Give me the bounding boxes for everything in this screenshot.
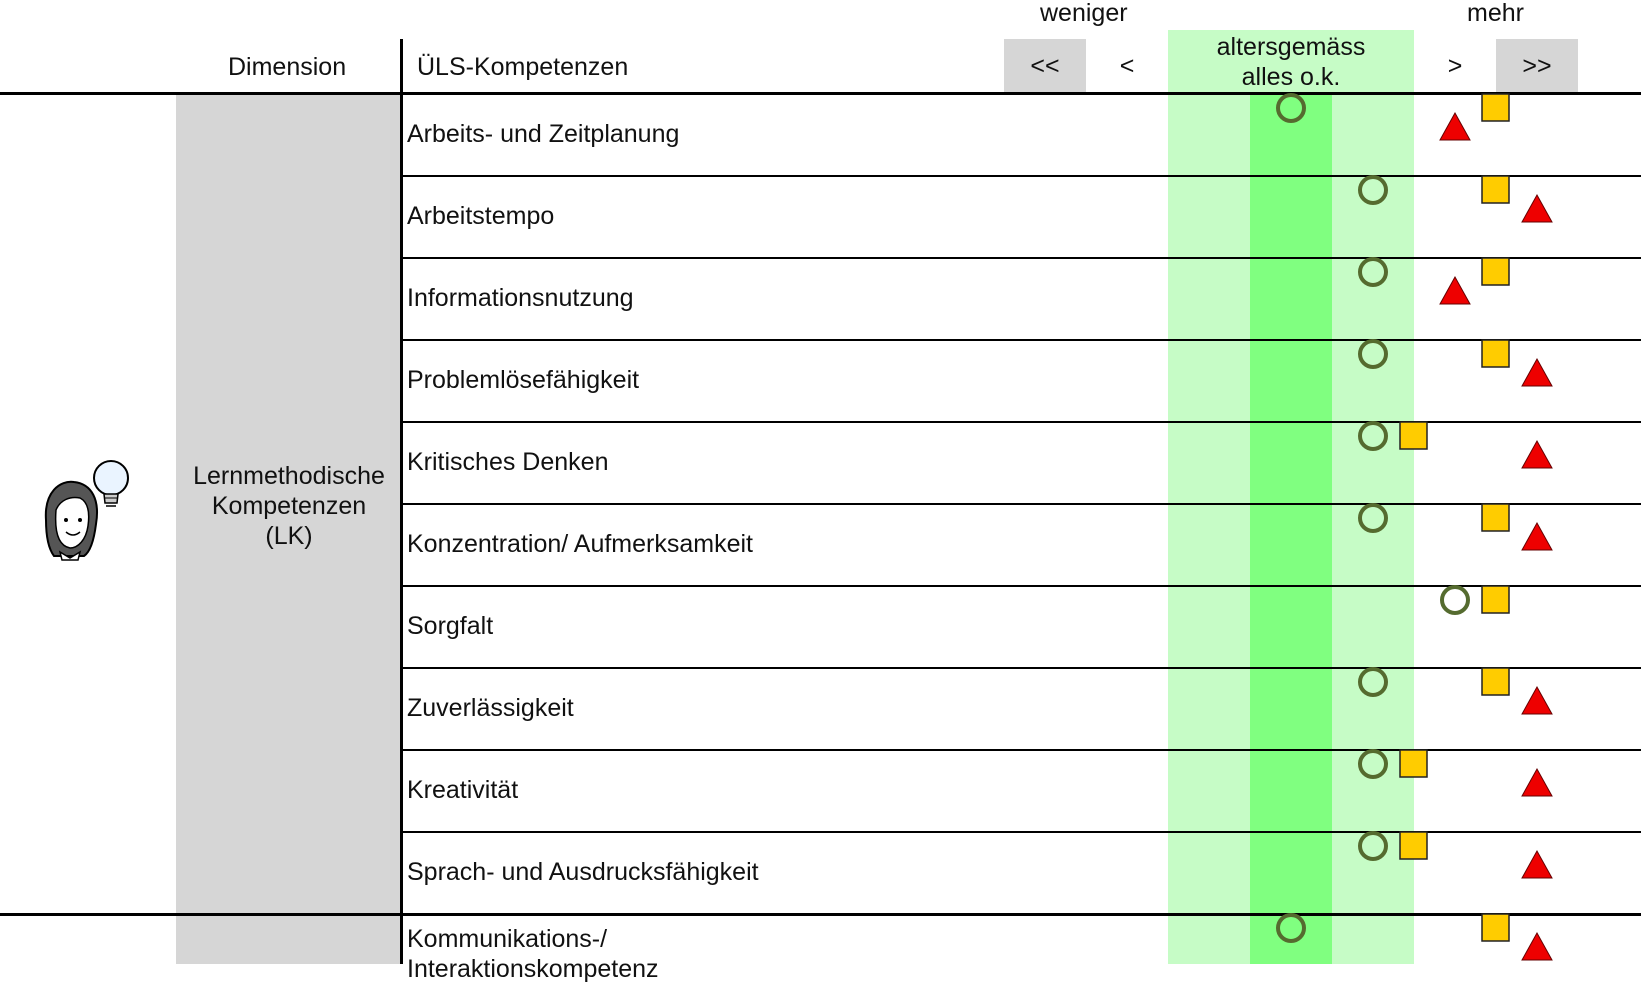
circle-marker [1442, 587, 1468, 613]
row-divider [402, 585, 1641, 587]
scale-less-label: < [1119, 52, 1135, 80]
row-divider [402, 749, 1641, 751]
row-divider [402, 831, 1641, 833]
age-ok-band-left [1168, 30, 1250, 964]
triangle-marker [1440, 277, 1470, 304]
row-divider [402, 175, 1641, 177]
row-divider [402, 339, 1641, 341]
dimension-header: Dimension [228, 53, 347, 81]
competency-label: Problemlösefähigkeit [407, 366, 640, 394]
square-marker [1482, 504, 1509, 531]
competency-label: Arbeits- und Zeitplanung [407, 120, 680, 148]
triangle-marker [1522, 769, 1552, 796]
competency-label: Kritisches Denken [407, 448, 609, 476]
age-ok-band-center [1250, 93, 1332, 964]
dimension-bottom-line [0, 913, 1641, 916]
competency-label: Zuverlässigkeit [407, 694, 574, 722]
scale-much-less-box: << [1004, 39, 1086, 93]
scale-more-label: > [1447, 52, 1463, 80]
triangle-marker [1522, 359, 1552, 386]
triangle-marker [1522, 441, 1552, 468]
competencies-header: ÜLS-Kompetenzen [417, 53, 629, 81]
square-marker [1482, 176, 1509, 203]
scale-much-more-box: >> [1496, 39, 1578, 93]
row-divider [402, 421, 1641, 423]
competency-label: Sorgfalt [407, 612, 494, 640]
triangle-marker [1522, 687, 1552, 714]
square-marker [1482, 340, 1509, 367]
dimension-name: Lernmethodische Kompetenzen (LK) [193, 462, 385, 550]
mehr-label: mehr [1467, 0, 1524, 27]
triangle-marker [1522, 523, 1552, 550]
column-divider [400, 39, 403, 964]
triangle-marker [1522, 851, 1552, 878]
competency-label: Konzentration/ Aufmerksamkeit [407, 530, 753, 558]
competency-label: Informationsnutzung [407, 284, 634, 312]
row-divider [402, 667, 1641, 669]
triangle-marker [1522, 195, 1552, 222]
row-divider [402, 257, 1641, 259]
competency-label: Kreativität [407, 776, 519, 804]
triangle-marker [1440, 113, 1470, 140]
square-marker [1482, 258, 1509, 285]
square-marker [1482, 586, 1509, 613]
row-divider [402, 503, 1641, 505]
triangle-marker [1522, 933, 1552, 960]
competency-label: Kommunikations-/ Interaktionskompetenz [407, 925, 659, 983]
weniger-label: weniger [1040, 0, 1128, 27]
square-marker [1482, 668, 1509, 695]
header-bottom-line [0, 92, 1641, 95]
square-marker [1482, 94, 1509, 121]
competency-label: Arbeitstempo [407, 202, 555, 230]
square-marker [1482, 914, 1509, 941]
age-ok-band-right [1332, 30, 1414, 964]
competency-label: Sprach- und Ausdrucksfähigkeit [407, 858, 759, 886]
age-ok-header: altersgemäss alles o.k. [1216, 33, 1366, 91]
